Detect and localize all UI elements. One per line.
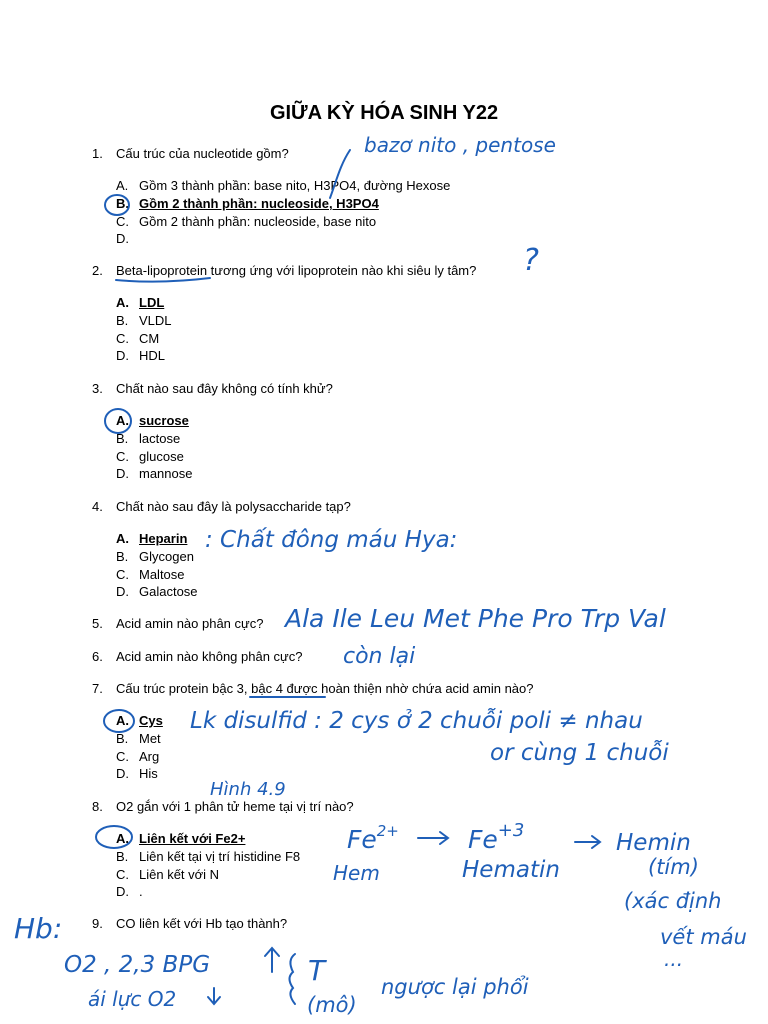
question-1 <box>92 146 289 161</box>
note-q7-line1: Lk disulfid : 2 cys ở 2 chuỗi poli ≠ nhau <box>190 708 643 734</box>
option-d: D. Galactose <box>116 584 198 600</box>
note-t: T <box>308 954 326 987</box>
question-3: 3. Chất nào sau đây không có tính khử? <box>92 381 333 396</box>
arrow-fe3-hemin <box>575 836 600 848</box>
option-a-correct: A. Heparin <box>116 531 188 546</box>
option-a-correct: A. Liên kết với Fe2+ <box>116 831 246 846</box>
note-xacdinh: (xác định <box>624 889 722 913</box>
question-number: 1. <box>92 146 103 161</box>
option-d: D. HDL <box>116 348 166 364</box>
question-1-options <box>116 177 450 248</box>
option-c: C. Liên kết với N <box>116 866 220 882</box>
question-text: Chất nào sau đây không có tính khử? <box>116 381 333 396</box>
option-c: C. Arg <box>116 748 160 764</box>
arrow-down <box>208 988 220 1004</box>
option-d: D. . <box>116 884 143 900</box>
note-q2: ? <box>523 243 539 278</box>
brace <box>290 954 296 1004</box>
question-text: Acid amin nào phân cực? <box>116 616 264 631</box>
option-a: A. Gồm 3 thành phần: base nito, H3PO4, đường Hexose <box>116 178 451 193</box>
note-q1: bazơ nito , pentose <box>364 133 556 157</box>
question-4-options <box>116 530 198 601</box>
question-4: 4. Chất nào sau đây là polysaccharide tạp? <box>92 499 351 514</box>
option-c: C. Maltose <box>116 566 185 582</box>
option-c: C. glucose <box>116 448 184 464</box>
note-q5: Ala Ile Leu Met Phe Pro Trp Val <box>285 604 666 633</box>
question-text: Chất nào sau đây là polysaccharide tạp? <box>116 499 351 514</box>
question-8: 8. O2 gắn với 1 phân tử heme tại vị trí nào? <box>92 799 354 814</box>
question-5: 5. Acid amin nào phân cực? <box>92 616 264 631</box>
option-b-correct: B. Gồm 2 thành phần: nucleoside, H3PO4 <box>116 195 379 211</box>
question-3-options <box>116 412 192 483</box>
option-b: B. Glycogen <box>116 548 194 564</box>
note-ai-luc: ái lực O2 <box>88 987 177 1011</box>
note-nguoc: ngược lại phổi <box>381 975 529 999</box>
option-a-correct: A. Cys <box>116 713 163 728</box>
note-dots: ... <box>664 947 684 971</box>
question-text: Beta-lipoprotein tương ứng với lipoprotein nào khi siêu ly tâm? <box>116 263 477 278</box>
question-text: Cấu trúc của nucleotide gồm? <box>116 146 289 161</box>
question-7-options <box>116 712 163 783</box>
note-vetmau: vết máu <box>660 925 747 949</box>
note-tim: (tím) <box>648 855 699 879</box>
option-b: B. Met <box>116 730 161 746</box>
note-mo: (mô) <box>307 993 357 1017</box>
question-8-options <box>116 830 300 901</box>
arrow-fe2-fe3 <box>418 832 448 844</box>
question-text: Acid amin nào không phân cực? <box>116 649 303 664</box>
question-text: O2 gắn với 1 phân tử heme tại vị trí nào? <box>116 799 354 814</box>
note-q7-line2: or cùng 1 chuỗi <box>490 740 669 766</box>
page-title: GIỮA KỲ HÓA SINH Y22 <box>269 102 499 124</box>
option-a-correct: A. sucrose <box>116 413 189 428</box>
option-c: C. CM <box>116 330 160 346</box>
note-hematin: Hematin <box>462 857 560 883</box>
note-fe2: $Fe^{2+}$ <box>347 822 399 854</box>
option-d: D. His <box>116 766 158 782</box>
question-6: 6. Acid amin nào không phân cực? <box>92 649 303 664</box>
option-d: D. <box>116 231 129 247</box>
option-d: D. mannose <box>116 466 193 482</box>
note-fe3: $Fe^{+3}$ <box>468 820 525 854</box>
note-hem: Hem <box>333 861 380 885</box>
question-9: 9. CO liên kết với Hb tạo thành? <box>92 916 288 931</box>
option-b: B. lactose <box>116 430 181 446</box>
note-q6: còn lại <box>343 644 416 669</box>
note-hb: Hb: <box>14 912 63 945</box>
question-7: 7. Cấu trúc protein bậc 3, bậc 4 được hoàn thiện nhờ chứa acid amin nào? <box>92 681 534 696</box>
note-o2-bpg: O2 , 2,3 BPG <box>64 952 211 978</box>
option-a-correct: A. LDL <box>116 295 165 310</box>
note-hinh: Hình 4.9 <box>210 779 286 800</box>
option-c: C. Gồm 2 thành phần: nucleoside, base nito <box>116 213 377 229</box>
option-b: B. Liên kết tại vị trí histidine F8 <box>116 848 301 864</box>
note-q4: : Chất đông máu Hya: <box>205 527 458 553</box>
underline-beta-lipoprotein <box>116 278 210 282</box>
option-b: B. VLDL <box>116 312 172 328</box>
note-hemin: Hemin <box>616 830 691 856</box>
question-text: CO liên kết với Hb tạo thành? <box>116 916 288 931</box>
question-text: Cấu trúc protein bậc 3, bậc 4 được hoàn thiện nhờ chứa acid amin nào? <box>116 681 534 696</box>
arrow-up <box>265 948 279 972</box>
question-2-options <box>116 294 172 365</box>
question-2: 2. Beta-lipoprotein tương ứng với lipoprotein nào khi siêu ly tâm? <box>92 263 477 278</box>
